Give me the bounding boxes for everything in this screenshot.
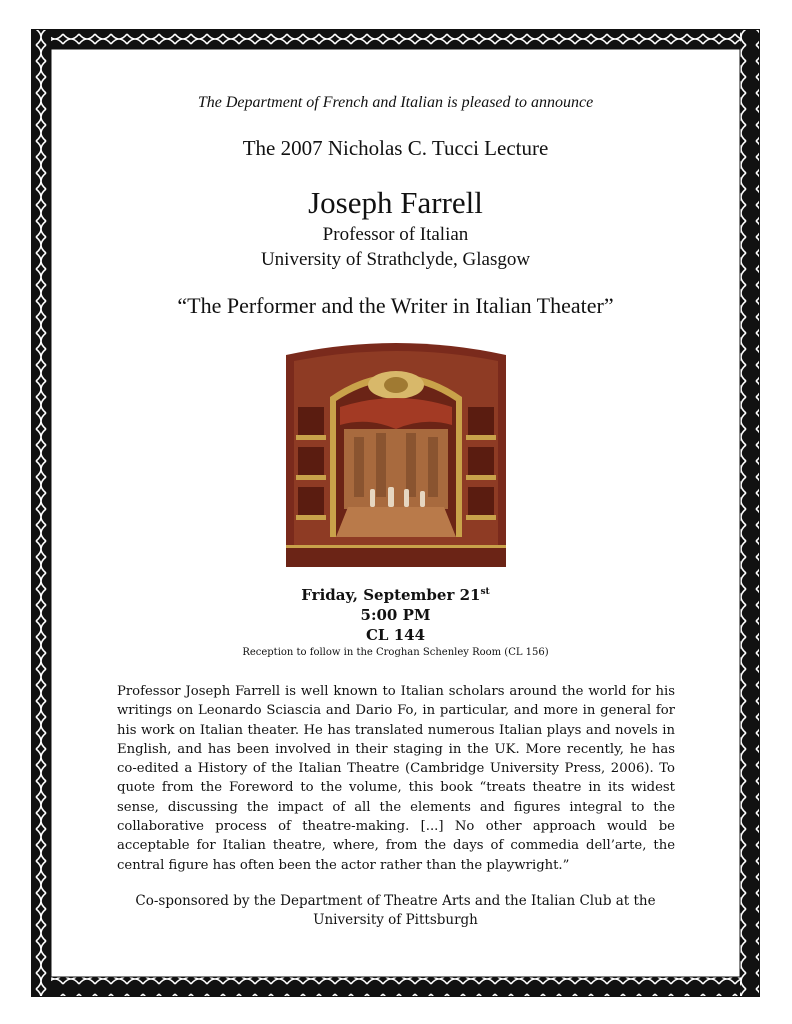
speaker-role: Professor of Italian <box>322 224 469 245</box>
event-time: 5:00 PM <box>360 606 431 624</box>
speaker-name: Joseph Farrell <box>308 185 483 220</box>
reception-note: Reception to follow in the Croghan Schenley Room (CL 156) <box>242 647 549 658</box>
event-date-line <box>51 582 740 605</box>
announcement-line: The Department of French and Italian is pleased to announce <box>197 94 594 111</box>
sponsor-note <box>51 892 740 930</box>
event-date-suffix: st <box>480 587 490 597</box>
theatre-stage-image <box>284 337 508 567</box>
event-date: Friday, September 21 <box>301 586 481 604</box>
lecture-title: The 2007 Nicholas C. Tucci Lecture <box>242 136 549 160</box>
sponsor-line-2: University of Pittsburgh <box>313 912 478 928</box>
speaker-institution: University of Strathclyde, Glasgow <box>260 249 531 270</box>
sponsor-line-1: Co-sponsored by the Department of Theatre Arts and the Italian Club at the <box>135 893 656 909</box>
event-details <box>51 582 740 645</box>
flyer-content <box>51 49 740 977</box>
talk-title: “The Performer and the Writer in Italian Theater” <box>177 293 614 318</box>
event-room: CL 144 <box>365 626 426 644</box>
description-paragraph: Professor Joseph Farrell is well known to Italian scholars around the world for his writings on Leonardo Sciascia and Dario Fo, in particular, and more in general for his work on Italian theater. He has translated numerous Italian plays and novels in English, and has been involved in their staging in the UK. More recently, he has co-edited a History of the Italian Theatre (Cambridge University Press, 2006). To quote from the Foreword to the volume, this book “treats theatre in its widest sense, discussing the impact of all the elements and figures integral to the collaborative process of theatre-making. [...] No other approach would be acceptable for Italian theatre, where, from the days of commedia dell’arte, the central figure has often been the actor rather than the playwright.” <box>117 684 675 873</box>
